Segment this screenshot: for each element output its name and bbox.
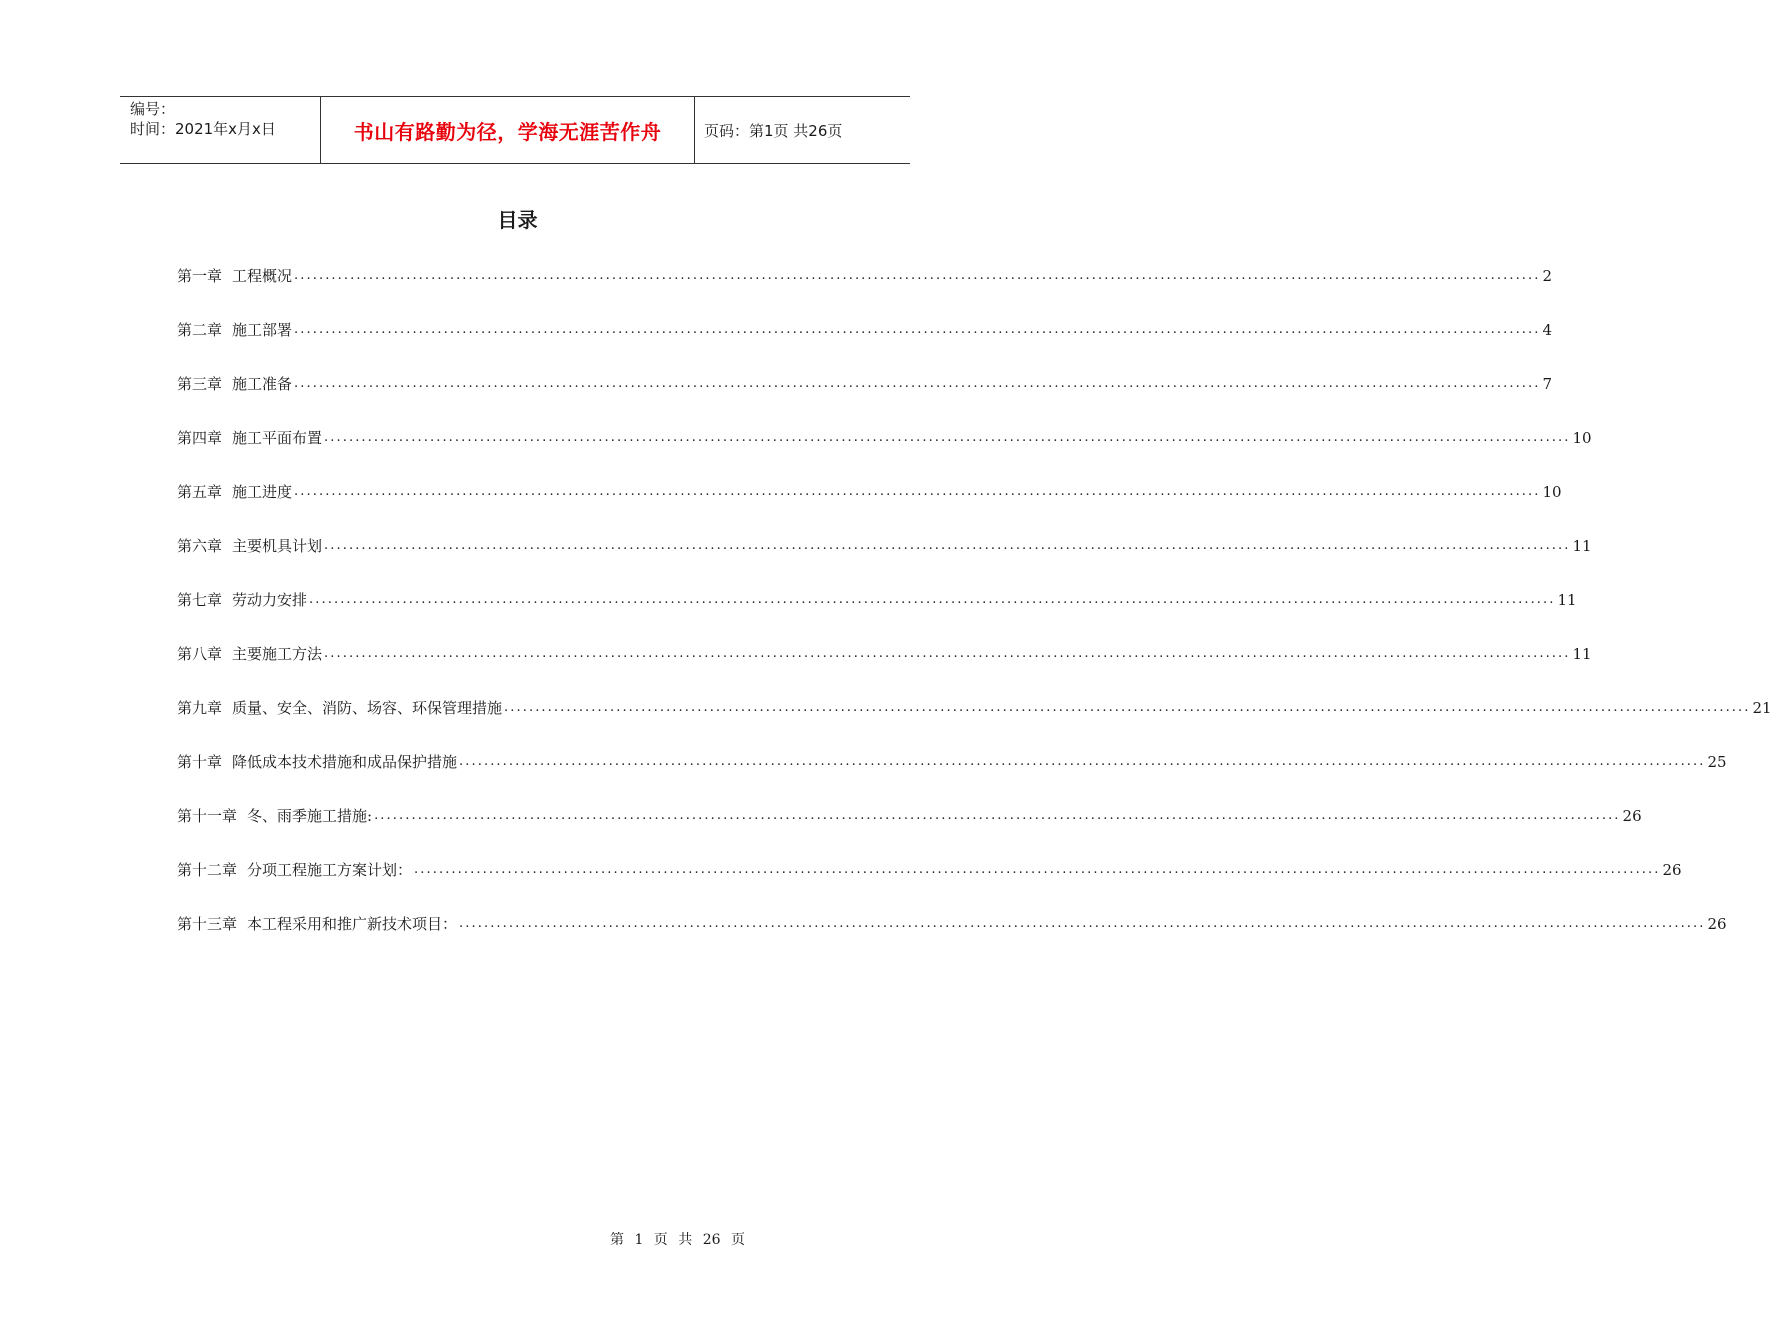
header-page-info: 页码：第1页 共26页	[704, 121, 843, 140]
toc-leader-dots: ........................................................................................................................................................................................................	[324, 646, 1571, 661]
toc-leader-dots: ........................................................................................................................................................................................................	[324, 538, 1571, 553]
toc-chapter-title: 工程概况	[232, 267, 293, 285]
toc-leader-dots: ........................................................................................................................................................................................................	[294, 376, 1541, 391]
toc-chapter-number: 第四章	[177, 429, 223, 447]
toc-chapter-title: 施工部署	[232, 321, 293, 339]
toc-page-number: 26	[1662, 861, 1682, 879]
page-header	[120, 96, 910, 164]
toc-chapter-title: 降低成本技术措施和成品保护措施	[232, 753, 458, 771]
toc-chapter-number: 第十章	[177, 753, 223, 771]
document-title: 目录	[497, 208, 538, 232]
toc-page-number: 4	[1542, 321, 1553, 339]
toc-entry[interactable]	[177, 372, 1553, 426]
toc-entry[interactable]	[177, 588, 1577, 642]
toc-entry[interactable]	[177, 696, 1772, 750]
toc-page-number: 7	[1542, 375, 1553, 393]
toc-entry[interactable]	[177, 912, 1727, 966]
toc-page-number: 26	[1707, 915, 1727, 933]
toc-leader-dots: ........................................................................................................................................................................................................	[294, 322, 1541, 337]
toc-page-number: 10	[1542, 483, 1562, 501]
header-meta	[120, 97, 321, 163]
serial-label: 编号：	[130, 100, 176, 118]
toc-chapter-title: 施工进度	[232, 483, 293, 501]
toc-chapter-number: 第十二章	[177, 861, 238, 879]
toc-leader-dots: ........................................................................................................................................................................................................	[504, 700, 1751, 715]
toc-leader-dots: ........................................................................................................................................................................................................	[324, 430, 1571, 445]
page-footer: 第 1 页 共 26 页	[610, 1232, 745, 1248]
toc-page-number: 10	[1572, 429, 1592, 447]
toc-page-number: 11	[1572, 645, 1592, 663]
toc-chapter-number: 第七章	[177, 591, 223, 609]
toc-chapter-title: 主要机具计划	[232, 537, 323, 555]
toc-chapter-title: 劳动力安排	[232, 591, 308, 609]
toc-page-number: 11	[1572, 537, 1592, 555]
toc-chapter-title: 施工平面布置	[232, 429, 323, 447]
toc-chapter-number: 第六章	[177, 537, 223, 555]
toc-leader-dots: ........................................................................................................................................................................................................	[459, 754, 1706, 769]
toc-leader-dots: ........................................................................................................................................................................................................	[294, 484, 1541, 499]
toc-chapter-title: 分项工程施工方案计划：	[247, 861, 413, 879]
toc-chapter-title: 质量、安全、消防、场容、环保管理措施	[232, 699, 503, 717]
toc-chapter-title: 主要施工方法	[232, 645, 323, 663]
toc-entry[interactable]	[177, 804, 1642, 858]
toc-chapter-number: 第二章	[177, 321, 223, 339]
toc-entry[interactable]	[177, 426, 1592, 480]
toc-leader-dots: ........................................................................................................................................................................................................	[294, 268, 1541, 283]
toc-entry[interactable]	[177, 480, 1562, 534]
toc-entry[interactable]	[177, 534, 1592, 588]
toc-chapter-number: 第五章	[177, 483, 223, 501]
table-of-contents	[177, 264, 1772, 966]
toc-entry[interactable]	[177, 318, 1553, 372]
toc-entry[interactable]	[177, 642, 1592, 696]
header-motto: 书山有路勤为径，学海无涯苦作舟	[321, 97, 695, 163]
toc-chapter-title: 施工准备	[232, 375, 293, 393]
toc-chapter-title: 冬、雨季施工措施:	[247, 807, 373, 825]
toc-page-number: 11	[1557, 591, 1577, 609]
toc-page-number: 26	[1622, 807, 1642, 825]
toc-chapter-number: 第九章	[177, 699, 223, 717]
time-label: 时间：2021年x月x日	[130, 120, 276, 138]
toc-page-number: 25	[1707, 753, 1727, 771]
toc-entry[interactable]	[177, 858, 1682, 912]
toc-chapter-title: 本工程采用和推广新技术项目：	[247, 915, 458, 933]
toc-page-number: 21	[1752, 699, 1772, 717]
toc-entry[interactable]	[177, 264, 1553, 318]
toc-leader-dots: ........................................................................................................................................................................................................	[414, 862, 1661, 877]
toc-entry[interactable]	[177, 750, 1727, 804]
toc-leader-dots: ........................................................................................................................................................................................................	[459, 916, 1706, 931]
toc-leader-dots: ........................................................................................................................................................................................................	[309, 592, 1556, 607]
toc-chapter-number: 第十三章	[177, 915, 238, 933]
toc-chapter-number: 第八章	[177, 645, 223, 663]
toc-leader-dots: ........................................................................................................................................................................................................	[374, 808, 1621, 823]
toc-chapter-number: 第一章	[177, 267, 223, 285]
toc-chapter-number: 第三章	[177, 375, 223, 393]
toc-chapter-number: 第十一章	[177, 807, 238, 825]
toc-page-number: 2	[1542, 267, 1553, 285]
